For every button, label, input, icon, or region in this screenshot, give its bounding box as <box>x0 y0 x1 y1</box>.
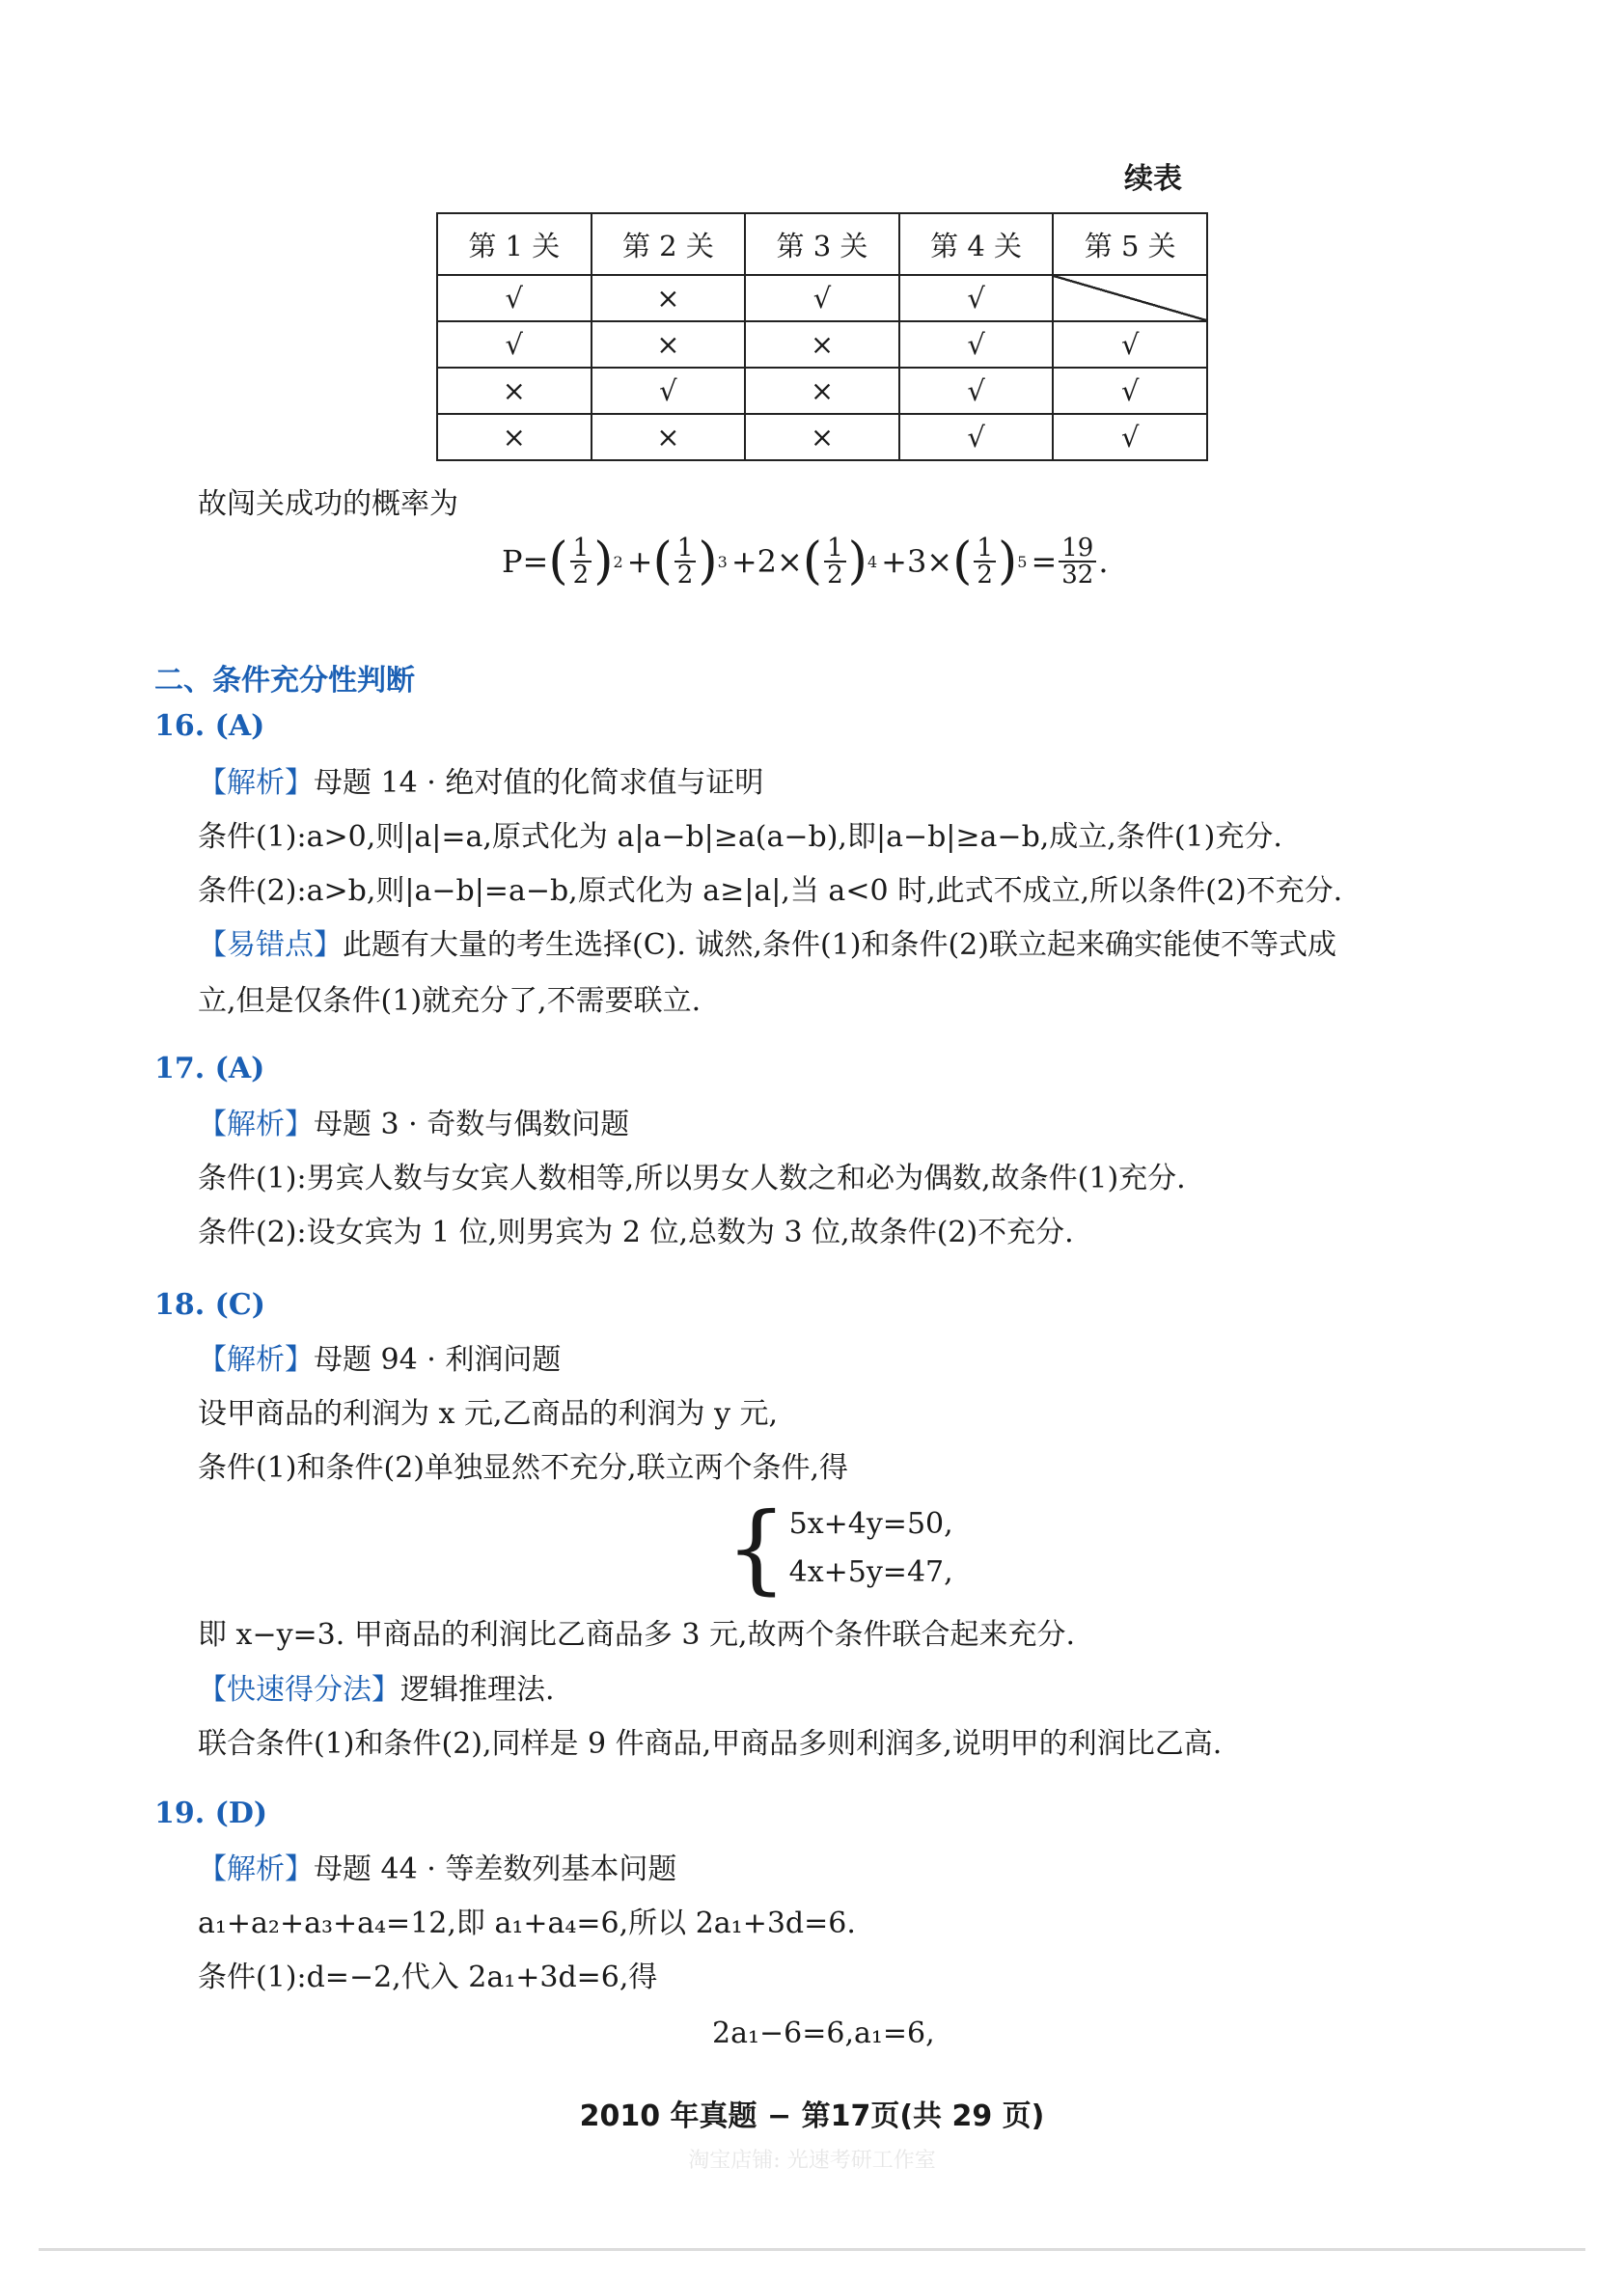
solution-line: 设甲商品的利润为 x 元,乙商品的利润为 y 元, <box>198 1397 779 1431</box>
fraction: $\frac{1}{2}$ <box>570 535 592 588</box>
formula-op: + <box>626 543 653 580</box>
quick-method-line <box>198 1671 555 1710</box>
formula-eq: = <box>1031 543 1058 580</box>
formula-op: +2× <box>730 543 803 580</box>
table-header-cell: 第 5 关 <box>1053 213 1207 275</box>
solution-line: 条件(1):a>0,则|a|=a,原式化为 a|a−b|≥a(a−b),即|a−b|≥a−b,成立,条件(1)充分. <box>198 820 1282 854</box>
continued-table-label: 续表 <box>1124 162 1182 196</box>
formula-paren: ) <box>847 533 867 590</box>
table-header-row <box>437 213 1207 275</box>
analysis-tag: 【解析】 <box>198 1343 314 1377</box>
table-cell: √ <box>1053 368 1207 414</box>
pitfall-text: 此题有大量的考生选择(C). 诚然,条件(1)和条件(2)联立起来确实能使不等式成 <box>343 928 1336 962</box>
table-header-cell: 第 2 关 <box>592 213 746 275</box>
question-number: 16. (A) <box>154 709 265 743</box>
probability-intro: 故闯关成功的概率为 <box>198 487 458 521</box>
quick-method-text: 逻辑推理法. <box>400 1673 555 1707</box>
analysis-line <box>198 764 763 803</box>
formula-paren: ( <box>652 533 673 590</box>
table-cell: × <box>745 414 899 460</box>
fraction: $\frac{1}{2}$ <box>824 535 846 588</box>
formula-paren: ( <box>802 533 823 590</box>
brace: { <box>726 1492 787 1605</box>
topic-text: 母题 94 · 利润问题 <box>314 1343 562 1377</box>
fraction: $\frac{1}{2}$ <box>974 535 996 588</box>
solution-line: 条件(2):a>b,则|a−b|=a−b,原式化为 a≥|a|,当 a<0 时,此式不成立,所以条件(2)不充分. <box>198 874 1343 908</box>
page-footer: 2010 年真题 − 第17页(共 29 页) <box>579 2099 1045 2133</box>
pitfall-line <box>198 926 1336 965</box>
solution-line: 2a₁−6=6,a₁=6, <box>712 2016 935 2050</box>
table-header-cell: 第 4 关 <box>899 213 1054 275</box>
table-header-cell: 第 1 关 <box>437 213 592 275</box>
analysis-line <box>198 1341 561 1380</box>
table-cell: × <box>437 414 592 460</box>
question-number: 18. (C) <box>154 1288 265 1322</box>
formula-end: . <box>1098 543 1109 580</box>
exponent: 3 <box>717 552 728 571</box>
formula-paren: ) <box>698 533 718 590</box>
analysis-line <box>198 1106 629 1144</box>
solution-line: 即 x−y=3. 甲商品的利润比乙商品多 3 元,故两个条件联合起来充分. <box>198 1618 1076 1652</box>
table-cell: × <box>745 321 899 368</box>
analysis-line <box>198 1851 676 1889</box>
table-row <box>437 321 1207 368</box>
table-cell: √ <box>899 321 1054 368</box>
formula-op: +3× <box>881 543 953 580</box>
equation-system <box>726 1492 953 1605</box>
table-cell: √ <box>437 321 592 368</box>
topic-text: 母题 44 · 等差数列基本问题 <box>314 1852 677 1886</box>
solution-line: 联合条件(1)和条件(2),同样是 9 件商品,甲商品多则利润多,说明甲的利润比乙高. <box>198 1727 1223 1761</box>
table-row <box>437 275 1207 321</box>
table-cell: × <box>745 368 899 414</box>
table-cell: × <box>592 414 746 460</box>
topic-text: 母题 3 · 奇数与偶数问题 <box>314 1108 630 1141</box>
section-title: 二、条件充分性判断 <box>154 664 415 698</box>
solution-line: 条件(1):男宾人数与女宾人数相等,所以男女人数之和必为偶数,故条件(1)充分. <box>198 1162 1186 1195</box>
pitfall-tag: 【易错点】 <box>198 928 343 962</box>
formula-paren: ( <box>952 533 973 590</box>
table-cell: √ <box>899 275 1054 321</box>
exponent: 5 <box>1017 552 1028 571</box>
exponent: 4 <box>867 552 878 571</box>
table-cell: × <box>437 368 592 414</box>
analysis-tag: 【解析】 <box>198 766 314 800</box>
solution-line: 条件(2):设女宾为 1 位,则男宾为 2 位,总数为 3 位,故条件(2)不充分. <box>198 1216 1074 1249</box>
table-cell: √ <box>899 368 1054 414</box>
solution-line: a₁+a₂+a₃+a₄=12,即 a₁+a₄=6,所以 2a₁+3d=6. <box>198 1907 856 1940</box>
topic-text: 母题 14 · 绝对值的化简求值与证明 <box>314 766 764 800</box>
table-row <box>437 414 1207 460</box>
formula-paren: ) <box>593 533 614 590</box>
table-cell: √ <box>437 275 592 321</box>
formula-lhs: P= <box>502 543 549 580</box>
formula-paren: ) <box>997 533 1018 590</box>
fraction: $\frac{1}{2}$ <box>674 535 697 588</box>
formula-paren: ( <box>548 533 568 590</box>
equation: 5x+4y=50, <box>788 1507 953 1541</box>
equations <box>789 1500 953 1597</box>
table-header-cell: 第 3 关 <box>745 213 899 275</box>
solution-line: 条件(1)和条件(2)单独显然不充分,联立两个条件,得 <box>198 1451 849 1485</box>
question-number: 19. (D) <box>154 1797 268 1830</box>
watermark: 淘宝店铺: 光速考研工作室 <box>688 2149 936 2173</box>
table-cell: √ <box>592 368 746 414</box>
page-bottom-rule <box>39 2248 1585 2251</box>
question-number: 17. (A) <box>154 1052 265 1085</box>
table-cell-diagonal <box>1053 275 1207 321</box>
table-cell: √ <box>745 275 899 321</box>
probability-formula <box>502 535 1109 588</box>
table-cell: √ <box>1053 414 1207 460</box>
table-cell: × <box>592 321 746 368</box>
analysis-tag: 【解析】 <box>198 1108 314 1141</box>
solution-line: 立,但是仅条件(1)就充分了,不需要联立. <box>198 984 702 1018</box>
table-cell: √ <box>1053 321 1207 368</box>
fraction: $\frac{19}{32}$ <box>1059 535 1096 588</box>
table-cell: × <box>592 275 746 321</box>
equation: 4x+5y=47, <box>788 1555 953 1589</box>
table-cell: √ <box>899 414 1054 460</box>
level-results-table <box>436 212 1208 461</box>
analysis-tag: 【解析】 <box>198 1852 314 1886</box>
table-row <box>437 368 1207 414</box>
solution-line: 条件(1):d=−2,代入 2a₁+3d=6,得 <box>198 1961 658 1994</box>
quick-method-tag: 【快速得分法】 <box>198 1673 400 1707</box>
exponent: 2 <box>613 552 623 571</box>
